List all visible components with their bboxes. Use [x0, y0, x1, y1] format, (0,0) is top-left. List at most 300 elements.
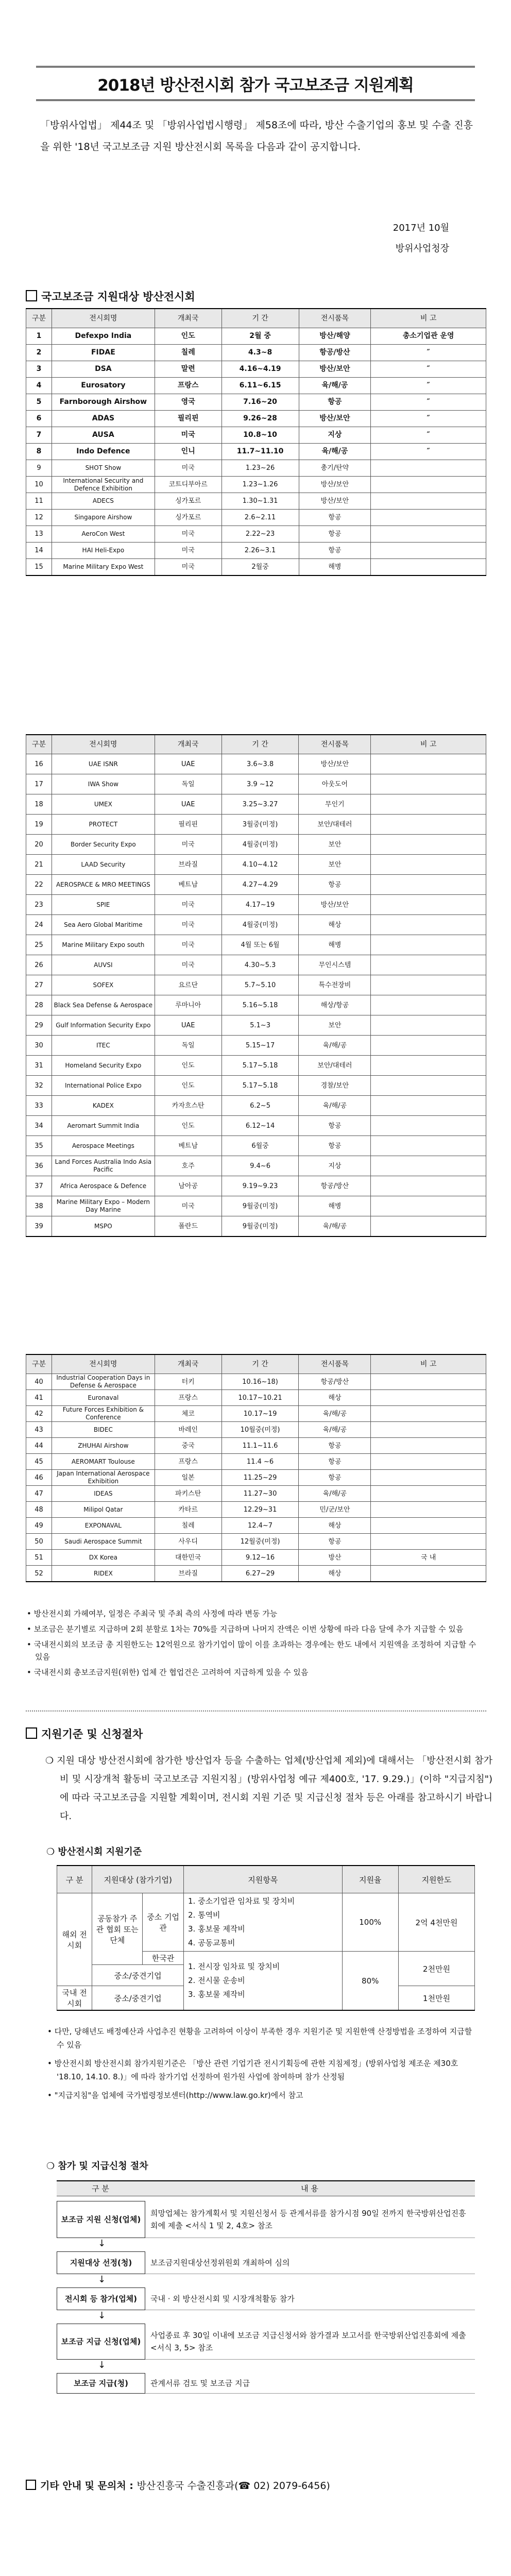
table-row	[26, 493, 486, 510]
cell-no: 34	[26, 1116, 52, 1136]
cell-note	[371, 1116, 486, 1136]
cell-items: 지상	[299, 427, 371, 444]
cell-no: 1	[26, 328, 52, 345]
cell-name: Farnborough Airshow	[52, 394, 155, 411]
down-arrow-icon: ↓	[98, 2310, 106, 2321]
support-midsme-cell: 중소/중견기업	[92, 1965, 184, 1986]
cell-items: 항공	[299, 875, 371, 895]
cell-no: 4	[26, 378, 52, 394]
cell-period: 12월중(미정)	[222, 1534, 299, 1550]
cell-period: 6.12~14	[222, 1116, 299, 1136]
table-header-cell: 개최국	[155, 309, 222, 328]
cell-country: 인도	[155, 1116, 222, 1136]
cell-items: 민/군/보안	[299, 1502, 371, 1518]
cell-name: IWA Show	[52, 774, 155, 794]
down-arrow-icon: ↓	[98, 2238, 106, 2249]
cell-no: 2	[26, 345, 52, 361]
cell-country: 싱가포르	[155, 510, 222, 526]
table-row	[26, 559, 486, 576]
cell-name: DX Korea	[52, 1550, 155, 1566]
table-header-cell: 기 간	[222, 735, 299, 754]
cell-note	[371, 794, 486, 815]
cell-no: 12	[26, 510, 52, 526]
cell-items: 항공	[299, 526, 371, 543]
support-criteria-title: 방산전시회 지원기준	[58, 1846, 142, 1857]
cell-items: 육/해/공	[299, 444, 371, 460]
cell-period: 1.23~1.26	[222, 477, 299, 493]
support-overseas-cell: 해외 전시회	[57, 1893, 92, 1986]
cell-no: 41	[26, 1390, 52, 1406]
cell-no: 21	[26, 855, 52, 875]
cell-items: 방산/보안	[299, 895, 371, 915]
cell-note	[371, 995, 486, 1015]
cell-period: 3월중(미정)	[222, 815, 299, 835]
cell-note	[371, 1056, 486, 1076]
table-row	[26, 378, 486, 394]
section-2-text: 지원 대상 방산전시회에 참가한 방산업자 등을 수출하는 업체(방산업체 제외)에 대해서는 「방산전시회 참가비 및 시장개척 활동비 국고보조금 지원지침」(방위사업청 예규 제400호, '17. 9.29.)」(이하 "지급지침")에 따라 국고보조금을 지원할 계획이며, 전시회 지원 기준 및 지급신청 절차 등은 아래를 참고하시기 바랍니다.	[57, 1755, 493, 1822]
cell-note: 총소기업관 운영	[371, 328, 486, 345]
cell-country: 브라질	[155, 855, 222, 875]
cell-country: 루마니아	[155, 995, 222, 1015]
cell-note	[371, 835, 486, 855]
cell-country: 미국	[155, 915, 222, 935]
circle-bullet-icon: ❍	[46, 2161, 58, 2172]
table-row	[26, 328, 486, 345]
section-divider	[26, 1710, 486, 1711]
procedure-step-description: 국내 · 외 방산전시회 및 시장개척활동 참가	[145, 2287, 475, 2310]
cell-items: 무인기	[299, 794, 371, 815]
cell-country: 인도	[155, 328, 222, 345]
support-header-row	[57, 1866, 475, 1893]
cell-period: 4.10~4.12	[222, 855, 299, 875]
cell-note	[371, 895, 486, 915]
cell-period: 6.27~29	[222, 1566, 299, 1582]
cell-name: KADEX	[52, 1096, 155, 1116]
table-header-cell: 전시품목	[299, 1354, 371, 1374]
table-row	[26, 1136, 486, 1156]
cell-name: AeroCon West	[52, 526, 155, 543]
cell-items: 보안	[299, 835, 371, 855]
cell-items: 방산/보안	[299, 754, 371, 774]
section-2-title: 지원기준 및 신청절차	[41, 1728, 143, 1740]
cell-note: ″	[371, 444, 486, 460]
table-header-row	[26, 309, 486, 328]
cell-country: 프랑스	[155, 1454, 222, 1470]
cell-no: 10	[26, 477, 52, 493]
support-note-text: 방산전시회 방산전시회 참가지원기준은 「방산 관련 기업기관 전시기획등에 관한 지침제정」(방위사업청 제조운 제30호 '18.10, 14.10. 8.)」에 따라 참가기업 선정하여 원가원 사업에 참여하며 참가 산정됨	[54, 2059, 458, 2081]
cell-no: 50	[26, 1534, 52, 1550]
cell-items: 해상	[299, 915, 371, 935]
cell-country: 인도	[155, 1056, 222, 1076]
cell-name: HAI Heli-Expo	[52, 543, 155, 559]
table-row	[26, 1196, 486, 1216]
cell-name: Marine Military Expo south	[52, 935, 155, 955]
table-header-row	[26, 1354, 486, 1374]
cell-note	[371, 875, 486, 895]
table-row	[26, 1036, 486, 1056]
cell-items: 항공	[299, 543, 371, 559]
cell-no: 28	[26, 995, 52, 1015]
cell-country: 싱가포르	[155, 493, 222, 510]
contact-value: 방산진흥국 수출진흥과(☎ 02) 2079-6456)	[137, 2480, 330, 2492]
cell-country: 미국	[155, 955, 222, 975]
cell-name: Marine Military Expo – Modern Day Marine	[52, 1196, 155, 1216]
table-row	[26, 1096, 486, 1116]
cell-no: 5	[26, 394, 52, 411]
cell-items: 육/해/공	[299, 1422, 371, 1438]
cell-country: 호주	[155, 1156, 222, 1176]
cell-period: 11.7~11.10	[222, 444, 299, 460]
cell-country: 남아공	[155, 1176, 222, 1196]
exhibition-table-part-1	[26, 308, 486, 576]
support-sme-cell: 중소 기업관	[143, 1893, 184, 1952]
table-row	[26, 1518, 486, 1534]
cell-country: 칠레	[155, 1518, 222, 1534]
cell-name: PROTECT	[52, 815, 155, 835]
cell-items: 육/해/공	[299, 1096, 371, 1116]
table-row	[26, 935, 486, 955]
note-item	[27, 1623, 485, 1635]
table-header-cell: 비 고	[371, 1354, 486, 1374]
cell-no: 6	[26, 411, 52, 427]
cell-no: 40	[26, 1374, 52, 1390]
procedure-step-description: 보조금지원대상선정위원회 개최하여 심의	[145, 2251, 475, 2274]
cell-note	[371, 1136, 486, 1156]
cell-no: 43	[26, 1422, 52, 1438]
cell-period: 4월중(미정)	[222, 835, 299, 855]
note-item	[27, 1666, 485, 1679]
cell-no: 38	[26, 1196, 52, 1216]
cell-name: Eurosatory	[52, 378, 155, 394]
procedure-step-label: 보조금 지급(청)	[57, 2373, 145, 2394]
cell-items: 항공	[299, 1136, 371, 1156]
cell-note: ″	[371, 361, 486, 378]
cell-note	[371, 774, 486, 794]
cell-items: 총기/탄약	[299, 460, 371, 477]
cell-period: 2.6~2.11	[222, 510, 299, 526]
cell-no: 49	[26, 1518, 52, 1534]
cell-no: 44	[26, 1438, 52, 1454]
cell-period: 11.4 ~6	[222, 1454, 299, 1470]
cell-items: 항공/방산	[299, 1176, 371, 1196]
cell-period: 4월중(미정)	[222, 915, 299, 935]
cell-items: 육/해/공	[299, 1216, 371, 1237]
cell-period: 3.25~3.27	[222, 794, 299, 815]
note-item	[27, 1607, 485, 1620]
procedure-step-description: 관계서류 검토 및 보조금 지급	[145, 2373, 475, 2394]
procedure-header	[57, 2180, 475, 2196]
table-row	[26, 754, 486, 774]
cell-items: 육/해/공	[299, 378, 371, 394]
cell-note	[371, 1036, 486, 1056]
table-notes	[27, 1607, 485, 1682]
cell-country: 프랑스	[155, 378, 222, 394]
contact-footer	[26, 2478, 486, 2492]
cell-note	[371, 543, 486, 559]
section-2-paragraph	[45, 1752, 492, 1826]
cell-items: 해병	[299, 1196, 371, 1216]
cell-name: Border Security Expo	[52, 835, 155, 855]
cell-note	[371, 754, 486, 774]
cell-note: ″	[371, 411, 486, 427]
cell-note	[371, 935, 486, 955]
procedure-step-label: 보조금 지원 신청(업체)	[57, 2201, 145, 2238]
support-header-items: 지원항목	[184, 1866, 343, 1893]
cell-country: 독일	[155, 774, 222, 794]
cell-items: 지상	[299, 1156, 371, 1176]
cell-period: 4.16~4.19	[222, 361, 299, 378]
cell-period: 5.16~5.18	[222, 995, 299, 1015]
cell-name: Industrial Cooperation Days in Defense & Aerospace	[52, 1374, 155, 1390]
cell-note	[371, 1470, 486, 1486]
cell-name: Land Forces Australia Indo Asia Pacific	[52, 1156, 155, 1176]
cell-period: 2.22~23	[222, 526, 299, 543]
cell-period: 9.26~28	[222, 411, 299, 427]
support-rate-a-cell: 100%	[342, 1893, 398, 1952]
cell-items: 해상	[299, 1566, 371, 1582]
cell-no: 20	[26, 835, 52, 855]
bullet-icon: •	[27, 1640, 34, 1649]
cell-note	[371, 510, 486, 526]
cell-items: 해병	[299, 559, 371, 576]
table-row	[26, 427, 486, 444]
cell-items: 항공	[299, 1534, 371, 1550]
cell-name: Future Forces Exhibition & Conference	[52, 1406, 155, 1422]
cell-period: 10.17~19	[222, 1406, 299, 1422]
cell-no: 13	[26, 526, 52, 543]
procedure-step-label: 보조금 지급 신청(업체)	[57, 2324, 145, 2360]
table-row	[26, 1566, 486, 1582]
table-body	[26, 328, 486, 576]
cell-country: 폴란드	[155, 1216, 222, 1237]
table-row	[26, 543, 486, 559]
cell-items: 방산/보안	[299, 493, 371, 510]
cell-note	[371, 975, 486, 995]
cell-items: 방산/보안	[299, 477, 371, 493]
cell-note	[371, 1438, 486, 1454]
cell-period: 3.9 ~12	[222, 774, 299, 794]
cell-note: ″	[371, 394, 486, 411]
table-body	[26, 1374, 486, 1582]
cell-no: 52	[26, 1566, 52, 1582]
cell-period: 2월중	[222, 559, 299, 576]
cell-country: 미국	[155, 543, 222, 559]
cell-note	[371, 526, 486, 543]
cell-items: 육/해/공	[299, 1486, 371, 1502]
cell-no: 3	[26, 361, 52, 378]
cell-name: AUSA	[52, 427, 155, 444]
page-title: 2018년 방산전시회 참가 국고보조금 지원계획	[36, 66, 475, 101]
cell-country: 코트디부아르	[155, 477, 222, 493]
cell-country: UAE	[155, 1015, 222, 1036]
cell-items: 보안/대테러	[299, 815, 371, 835]
cell-no: 46	[26, 1470, 52, 1486]
cell-note	[371, 1486, 486, 1502]
cell-name: SPIE	[52, 895, 155, 915]
cell-note: ″	[371, 427, 486, 444]
table-row	[26, 345, 486, 361]
cell-period: 9.19~9.23	[222, 1176, 299, 1196]
cell-name: Saudi Aerospace Summit	[52, 1534, 155, 1550]
table-header-cell: 구분	[26, 735, 52, 754]
table-row	[26, 1502, 486, 1518]
cell-name: ZHUHAI Airshow	[52, 1438, 155, 1454]
table-row	[26, 1116, 486, 1136]
bullet-icon: •	[47, 2091, 55, 2100]
cell-items: 항공	[299, 1470, 371, 1486]
procedure-title: 참가 및 지급신청 절차	[58, 2161, 148, 2172]
cell-country: 필리핀	[155, 411, 222, 427]
cell-note	[371, 1518, 486, 1534]
cell-period: 5.15~17	[222, 1036, 299, 1056]
note-text: 방산전시회 가헤여부, 일정은 주최국 및 주최 측의 사정에 따라 변동 가능	[33, 1609, 278, 1618]
cell-country: 프랑스	[155, 1390, 222, 1406]
table-header-cell: 전시품목	[299, 309, 371, 328]
cell-no: 51	[26, 1550, 52, 1566]
cell-period: 9.12~16	[222, 1550, 299, 1566]
cell-name: ADAS	[52, 411, 155, 427]
bullet-icon: •	[27, 1624, 34, 1634]
support-header-category: 구 분	[57, 1866, 92, 1893]
cell-name: MSPO	[52, 1216, 155, 1237]
cell-period: 5.17~5.18	[222, 1056, 299, 1076]
support-limit-c-cell: 1천만원	[398, 1986, 474, 2011]
note-text: 국내전시회의 보조금 총 지원한도는 12억원으로 참가기업이 많이 이를 초과하는 경우에는 한도 내에서 지원액을 조정하여 지급할 수 있음	[33, 1640, 476, 1662]
cell-note	[371, 1096, 486, 1116]
cell-name: Aeromart Summit India	[52, 1116, 155, 1136]
cell-country: 바레인	[155, 1422, 222, 1438]
cell-period: 5.17~5.18	[222, 1076, 299, 1096]
table-body	[26, 754, 486, 1237]
cell-period: 4.3~8	[222, 345, 299, 361]
contact-label: 기타 안내 및 문의처 :	[40, 2480, 133, 2492]
cell-items: 항공	[299, 1454, 371, 1470]
table-header-row	[26, 735, 486, 754]
support-item: 1. 중소기업관 임차료 및 장치비	[188, 1896, 295, 1906]
procedure-diagram	[57, 2180, 475, 2459]
table-row	[26, 855, 486, 875]
cell-no: 37	[26, 1176, 52, 1196]
cell-note	[371, 1502, 486, 1518]
cell-period: 10.17~10.21	[222, 1390, 299, 1406]
cell-period: 6월중	[222, 1136, 299, 1156]
table-row	[26, 1216, 486, 1237]
cell-name: Singapore Airshow	[52, 510, 155, 526]
table-row	[26, 955, 486, 975]
table-row	[26, 1534, 486, 1550]
down-arrow-icon: ↓	[98, 2360, 106, 2370]
cell-no: 15	[26, 559, 52, 576]
table-header-cell: 개최국	[155, 735, 222, 754]
cell-no: 25	[26, 935, 52, 955]
cell-name: AEROSPACE & MRO MEETINGS	[52, 875, 155, 895]
cell-country: 파키스탄	[155, 1486, 222, 1502]
cell-period: 9월중(미정)	[222, 1216, 299, 1237]
cell-note	[371, 1015, 486, 1036]
procedure-step-label: 전시회 등 참가(업체)	[57, 2287, 145, 2310]
cell-items: 보안	[299, 1015, 371, 1036]
cell-no: 36	[26, 1156, 52, 1176]
cell-items: 방산/보안	[299, 411, 371, 427]
cell-no: 26	[26, 955, 52, 975]
exhibition-table-part-2	[26, 734, 486, 1237]
table-header-cell: 전시회명	[52, 735, 155, 754]
cell-note	[371, 559, 486, 576]
cell-period: 6.2~5	[222, 1096, 299, 1116]
cell-period: 11.1~11.6	[222, 1438, 299, 1454]
table-row	[26, 1470, 486, 1486]
checkbox-bullet-icon	[26, 1727, 37, 1739]
support-note-item	[47, 2057, 480, 2083]
cell-name: Japan International Aerospace Exhibition	[52, 1470, 155, 1486]
cell-no: 16	[26, 754, 52, 774]
support-item: 3. 홍보물 제작비	[188, 1924, 245, 1934]
cell-name: Homeland Security Expo	[52, 1056, 155, 1076]
support-group-cell: 공동참가 주관 협회 또는 단체	[92, 1893, 143, 1965]
cell-no: 31	[26, 1056, 52, 1076]
cell-country: 미국	[155, 895, 222, 915]
cell-period: 11.27~30	[222, 1486, 299, 1502]
cell-name: RIDEX	[52, 1566, 155, 1582]
cell-country: 사우디	[155, 1534, 222, 1550]
table-row	[26, 774, 486, 794]
support-item: 1. 전시장 임차료 및 장치비	[188, 1962, 280, 1971]
procedure-header-content: 내 용	[144, 2181, 475, 2196]
cell-items: 항공/방산	[299, 1374, 371, 1390]
table-row	[26, 995, 486, 1015]
cell-name: International Police Expo	[52, 1076, 155, 1096]
table-row	[26, 835, 486, 855]
cell-country: 미국	[155, 460, 222, 477]
table-row	[26, 1550, 486, 1566]
cell-country: 인도	[155, 1076, 222, 1096]
cell-country: 카자흐스탄	[155, 1096, 222, 1116]
cell-note	[371, 1076, 486, 1096]
cell-note: ″	[371, 345, 486, 361]
procedure-step	[57, 2287, 475, 2310]
cell-note	[371, 915, 486, 935]
cell-country: 필리핀	[155, 815, 222, 835]
cell-no: 32	[26, 1076, 52, 1096]
procedure-step	[57, 2251, 475, 2274]
circle-bullet-icon: ❍	[46, 1846, 58, 1857]
cell-country: 체코	[155, 1406, 222, 1422]
cell-name: Black Sea Defense & Aerospace	[52, 995, 155, 1015]
cell-period: 9월중(미정)	[222, 1196, 299, 1216]
table-row	[26, 815, 486, 835]
table-header-cell: 전시품목	[299, 735, 371, 754]
support-item: 2. 전시물 운송비	[188, 1976, 245, 1985]
cell-items: 항공	[299, 510, 371, 526]
cell-country: 베트남	[155, 1136, 222, 1156]
cell-name: Defexpo India	[52, 328, 155, 345]
support-limit-a-cell: 2억 4천만원	[398, 1893, 474, 1952]
support-notes	[47, 2025, 480, 2107]
cell-items: 특수전장비	[299, 975, 371, 995]
cell-name: Marine Military Expo West	[52, 559, 155, 576]
procedure-step	[57, 2324, 475, 2360]
cell-country: 칠레	[155, 345, 222, 361]
cell-note	[371, 1566, 486, 1582]
cell-no: 11	[26, 493, 52, 510]
note-item	[27, 1638, 485, 1663]
cell-period: 1.30~1.31	[222, 493, 299, 510]
cell-name: Sea Aero Global Maritime	[52, 915, 155, 935]
cell-no: 14	[26, 543, 52, 559]
cell-items: 육/해/공	[299, 1406, 371, 1422]
cell-note	[371, 1176, 486, 1196]
cell-name: International Security and Defence Exhibition	[52, 477, 155, 493]
